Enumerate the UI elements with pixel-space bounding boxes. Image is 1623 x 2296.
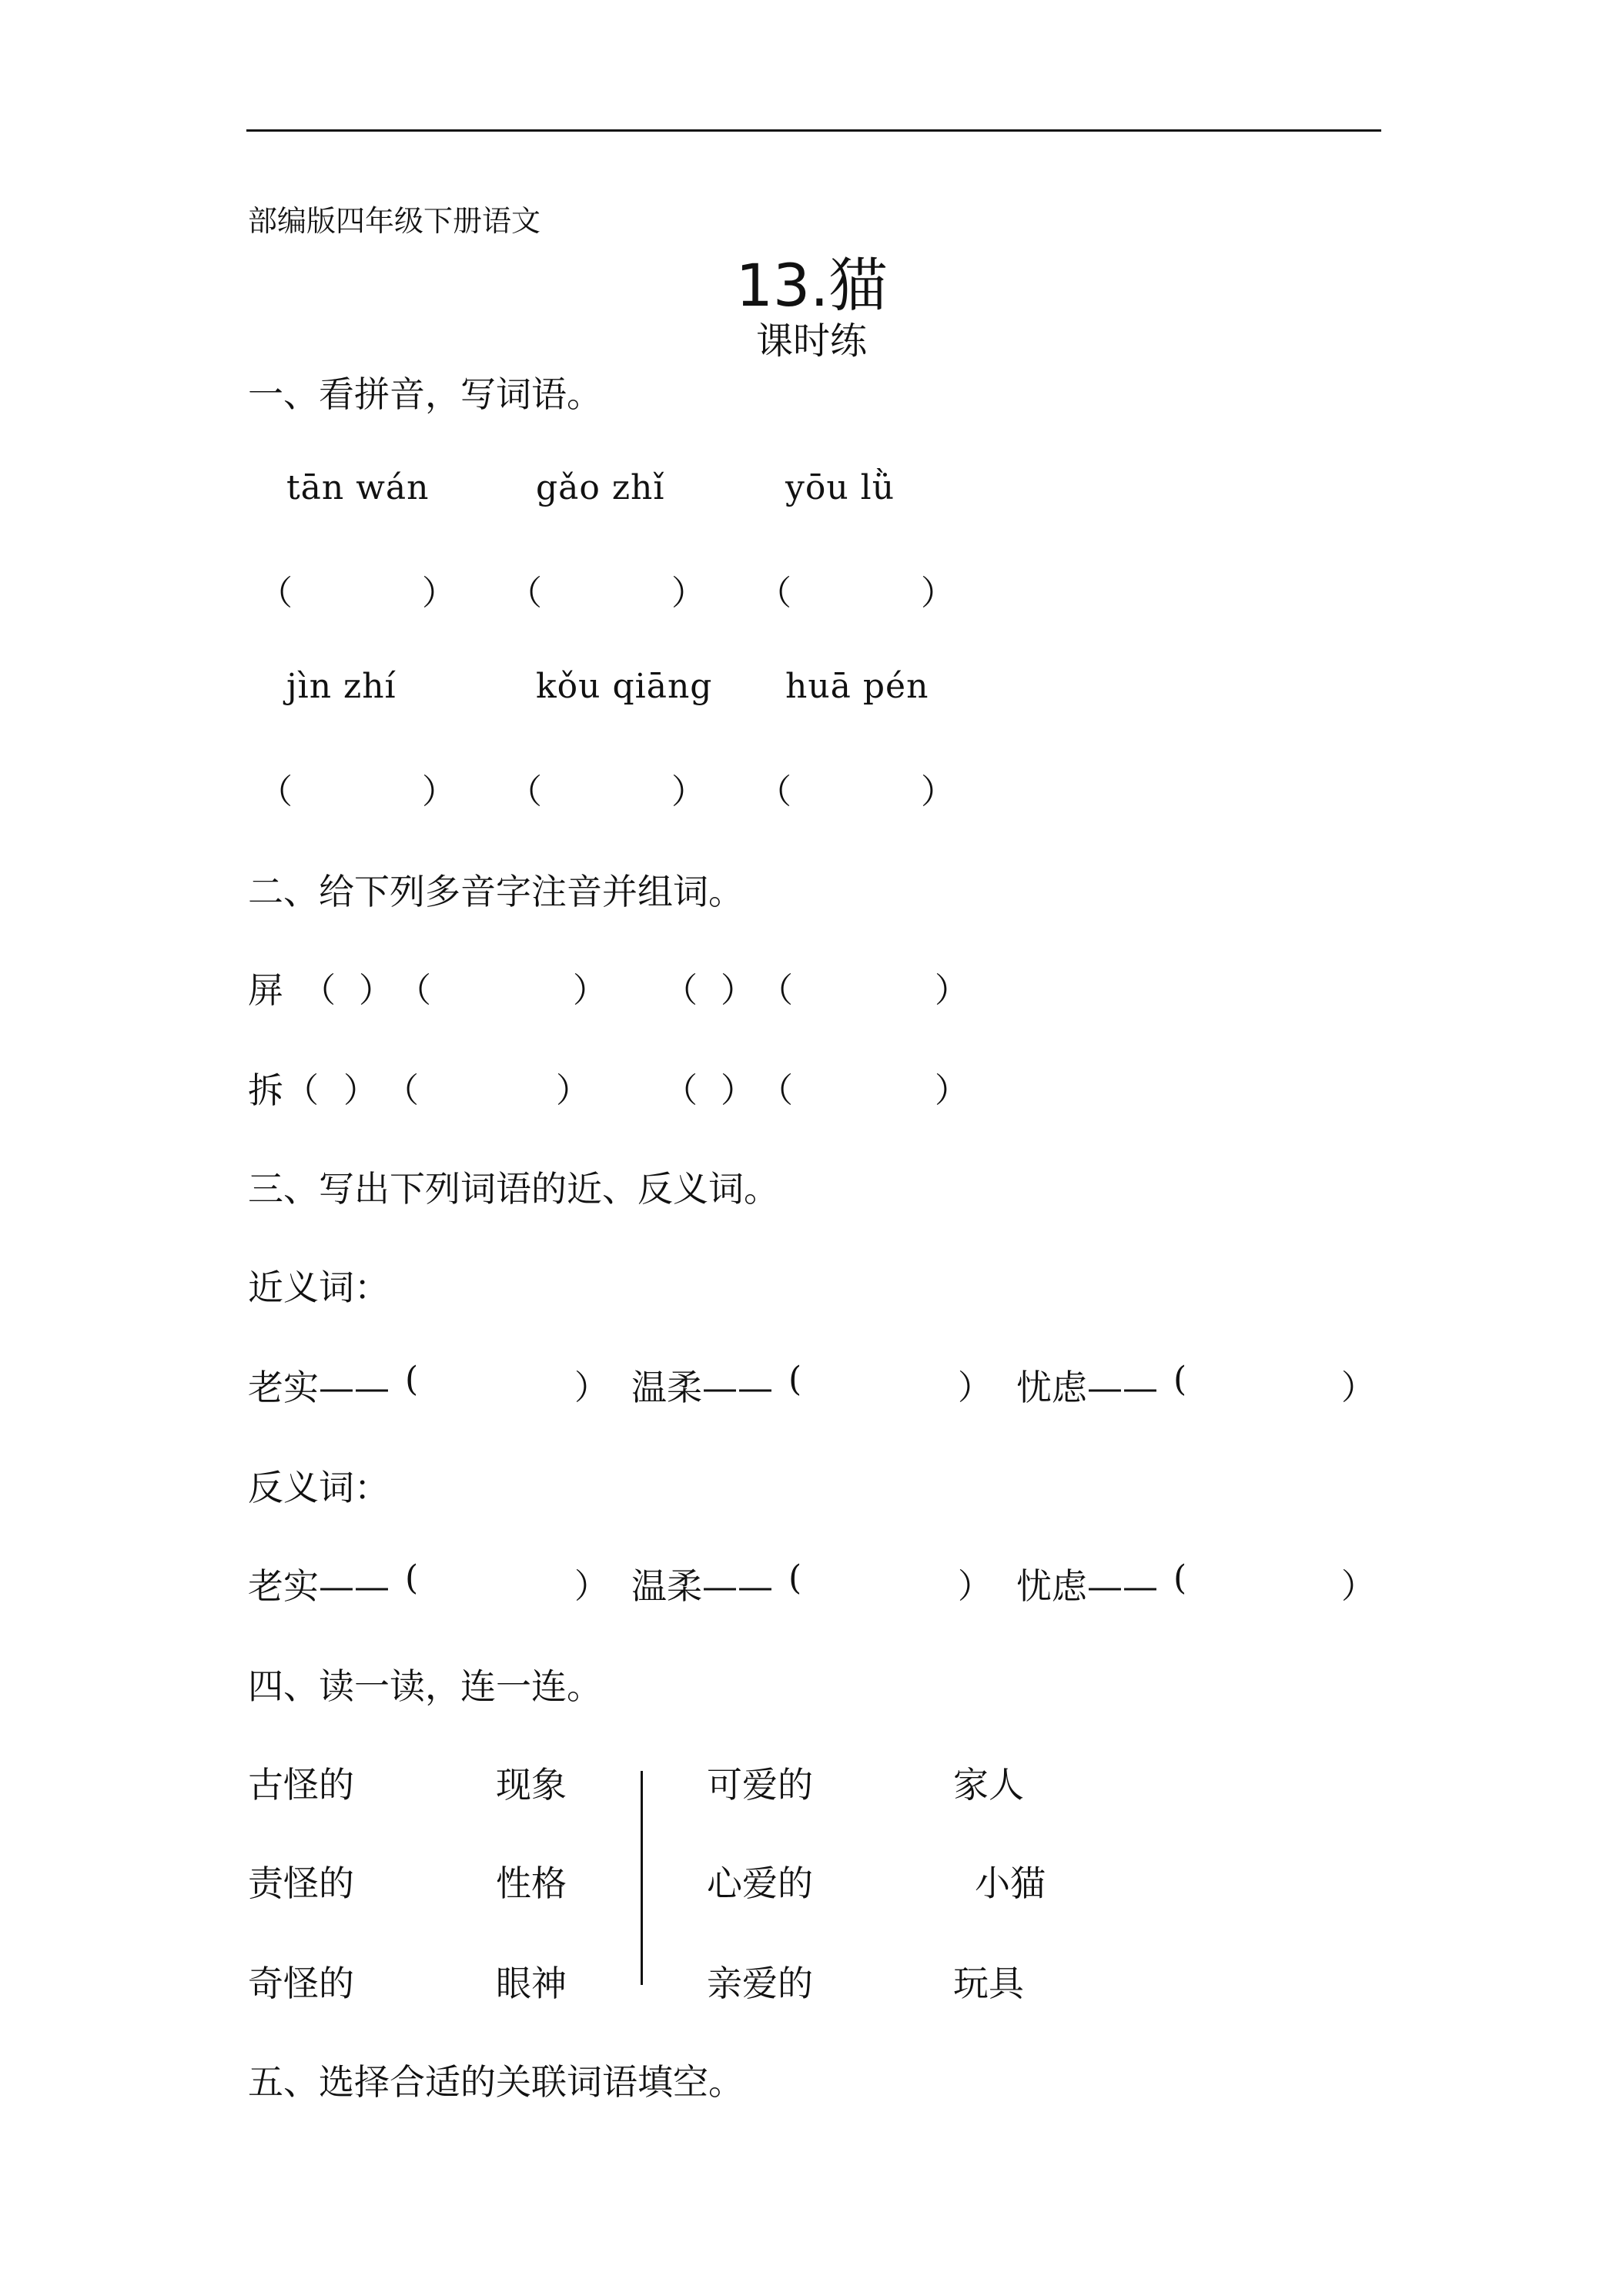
answer-paren-open: （ — [758, 574, 791, 613]
synonym-paren-open: ( — [788, 1360, 802, 1399]
answer-paren-close: ） — [921, 574, 955, 613]
word-paren-close: ） — [573, 971, 607, 1010]
word-paren-open: （ — [759, 1071, 793, 1110]
match-left-noun-3: 眼神 — [496, 1963, 567, 2004]
match-left-noun-1: 现象 — [496, 1764, 567, 1806]
answer-paren-open: （ — [259, 574, 293, 613]
q5-heading: 五、选择合适的关联词语填空。 — [248, 2061, 744, 2103]
match-divider — [641, 1771, 643, 1985]
synonym-paren-close: ） — [1341, 1368, 1375, 1407]
match-right-noun-3: 玩具 — [953, 1963, 1024, 2004]
pinyin-2: gǎo zhǐ — [536, 468, 665, 507]
pinyin-paren-close: ） — [359, 971, 393, 1010]
antonym-word-2: 温柔—— — [631, 1565, 773, 1607]
page-title: 13.猫 — [735, 251, 888, 320]
polyphone-char-2: 拆 — [248, 1069, 283, 1111]
antonym-paren-open: ( — [1173, 1558, 1187, 1598]
polyphone-char-1: 屏 — [248, 969, 283, 1011]
match-right-adj-1: 可爱的 — [707, 1764, 813, 1806]
answer-paren-close: ） — [671, 574, 705, 613]
answer-paren-open: （ — [508, 574, 542, 613]
synonym-word-3: 忧虑—— — [1016, 1367, 1158, 1408]
q2-heading: 二、给下列多音字注音并组词。 — [248, 871, 744, 912]
antonym-paren-open: ( — [405, 1558, 419, 1598]
answer-paren-close: ） — [422, 574, 456, 613]
match-left-noun-2: 性格 — [496, 1863, 567, 1904]
q1-heading: 一、看拼音，写词语。 — [248, 373, 602, 415]
pinyin-paren-open: （ — [302, 971, 336, 1010]
word-paren-close: ） — [935, 971, 969, 1010]
header-label: 部编版四年级下册语文 — [248, 204, 541, 238]
q4-heading: 四、读一读，连一连。 — [248, 1665, 602, 1707]
pinyin-1: tān wán — [286, 468, 430, 507]
word-paren-open: （ — [397, 971, 431, 1010]
antonym-label: 反义词： — [248, 1467, 390, 1508]
match-right-noun-1: 家人 — [953, 1764, 1024, 1806]
answer-paren-open: （ — [508, 772, 542, 812]
pinyin-paren-close: ） — [721, 1071, 755, 1110]
match-left-adj-3: 奇怪的 — [248, 1963, 354, 2004]
match-left-adj-1: 古怪的 — [248, 1764, 354, 1806]
header-rule — [246, 129, 1381, 132]
synonym-label: 近义词： — [248, 1267, 390, 1308]
pinyin-paren-open: （ — [285, 1071, 319, 1110]
pinyin-paren-close: ） — [721, 971, 755, 1010]
synonym-word-2: 温柔—— — [631, 1367, 773, 1408]
match-right-noun-2: 小猫 — [975, 1863, 1046, 1904]
pinyin-6: huā pén — [785, 667, 929, 706]
answer-paren-close: ） — [921, 772, 955, 812]
synonym-paren-open: ( — [405, 1360, 419, 1399]
pinyin-3: yōu lǜ — [785, 468, 895, 507]
synonym-paren-open: ( — [1173, 1360, 1187, 1399]
match-right-adj-3: 亲爱的 — [707, 1963, 813, 2004]
answer-paren-close: ） — [671, 772, 705, 812]
page-subtitle: 课时练 — [755, 320, 867, 363]
match-left-adj-2: 责怪的 — [248, 1863, 354, 1904]
match-right-adj-2: 心爱的 — [707, 1863, 813, 1904]
pinyin-paren-open: （ — [664, 971, 698, 1010]
antonym-paren-close: ） — [1341, 1567, 1375, 1606]
pinyin-paren-close: ） — [343, 1071, 377, 1110]
pinyin-5: kǒu qiāng — [536, 667, 713, 706]
synonym-word-1: 老实—— — [248, 1367, 390, 1408]
q3-heading: 三、写出下列词语的近、反义词。 — [248, 1168, 779, 1210]
word-paren-close: ） — [935, 1071, 969, 1110]
pinyin-4: jìn zhí — [286, 667, 397, 706]
answer-paren-open: （ — [259, 772, 293, 812]
word-paren-open: （ — [759, 971, 793, 1010]
pinyin-paren-open: （ — [664, 1071, 698, 1110]
synonym-paren-close: ） — [574, 1368, 608, 1407]
antonym-paren-close: ） — [958, 1567, 992, 1606]
word-paren-open: （ — [385, 1071, 419, 1110]
synonym-paren-close: ） — [958, 1368, 992, 1407]
antonym-word-3: 忧虑—— — [1016, 1565, 1158, 1607]
antonym-word-1: 老实—— — [248, 1565, 390, 1607]
answer-paren-open: （ — [758, 772, 791, 812]
antonym-paren-open: ( — [788, 1558, 802, 1598]
answer-paren-close: ） — [422, 772, 456, 812]
antonym-paren-close: ） — [574, 1567, 608, 1606]
word-paren-close: ） — [556, 1071, 590, 1110]
